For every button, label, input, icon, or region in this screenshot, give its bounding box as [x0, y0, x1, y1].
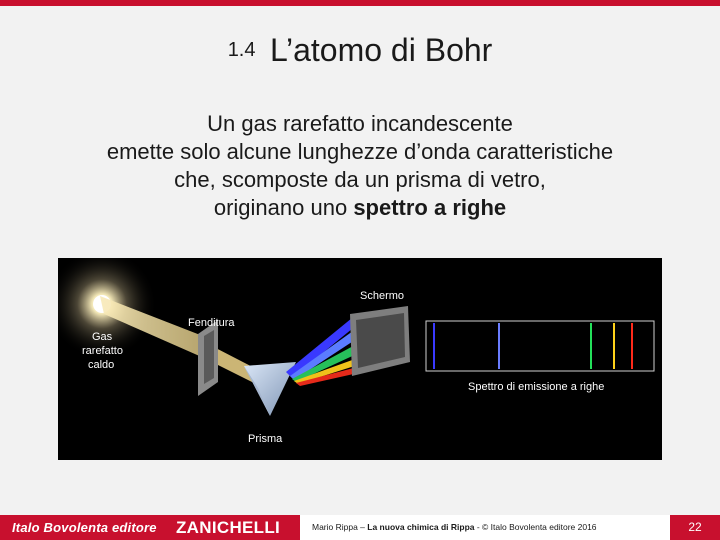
label-gas-1: Gas [92, 331, 113, 343]
label-gas-3: caldo [88, 359, 115, 371]
body-line-4 [40, 194, 680, 222]
body-line-2: emette solo alcune lunghezze d’onda caratteristiche [106, 139, 614, 164]
body-text [40, 110, 680, 222]
body-line-1: Un gas rarefatto incandescente [207, 111, 513, 136]
slit-opening [204, 330, 214, 384]
spectrum-box [426, 321, 654, 371]
label-spectrum: Spettro di emissione a righe [468, 381, 605, 393]
label-screen: Schermo [360, 290, 405, 302]
credit-author: Mario Rippa – [312, 522, 368, 532]
label-prism: Prisma [248, 433, 283, 445]
title-text: L’atomo di Bohr [269, 32, 493, 68]
label-slit: Fenditura [188, 317, 235, 329]
footer-brand: Italo Bovolenta editore [12, 520, 157, 535]
page-number: 22 [688, 520, 702, 534]
body-line-3: che, scomposte da un prisma di vetro, [174, 167, 546, 192]
footer-publisher: ZANICHELLI [176, 518, 281, 537]
label-gas-2: rarefatto [82, 345, 123, 357]
credit-rest: - © Italo Bovolenta editore 2016 [474, 522, 597, 532]
prism-icon [244, 362, 296, 416]
section-number: 1.4 [227, 39, 256, 61]
body-line-4-bold: spettro a righe [353, 195, 507, 220]
spectrum-figure [58, 258, 662, 460]
slide-title [0, 32, 720, 69]
body-line-4-plain: originano uno [213, 195, 354, 220]
footer-credit [312, 522, 597, 532]
spectrum-illustration [58, 258, 662, 460]
footer-bar [0, 515, 720, 540]
credit-title: La nuova chimica di Rippa [367, 522, 475, 532]
top-band [0, 0, 720, 6]
